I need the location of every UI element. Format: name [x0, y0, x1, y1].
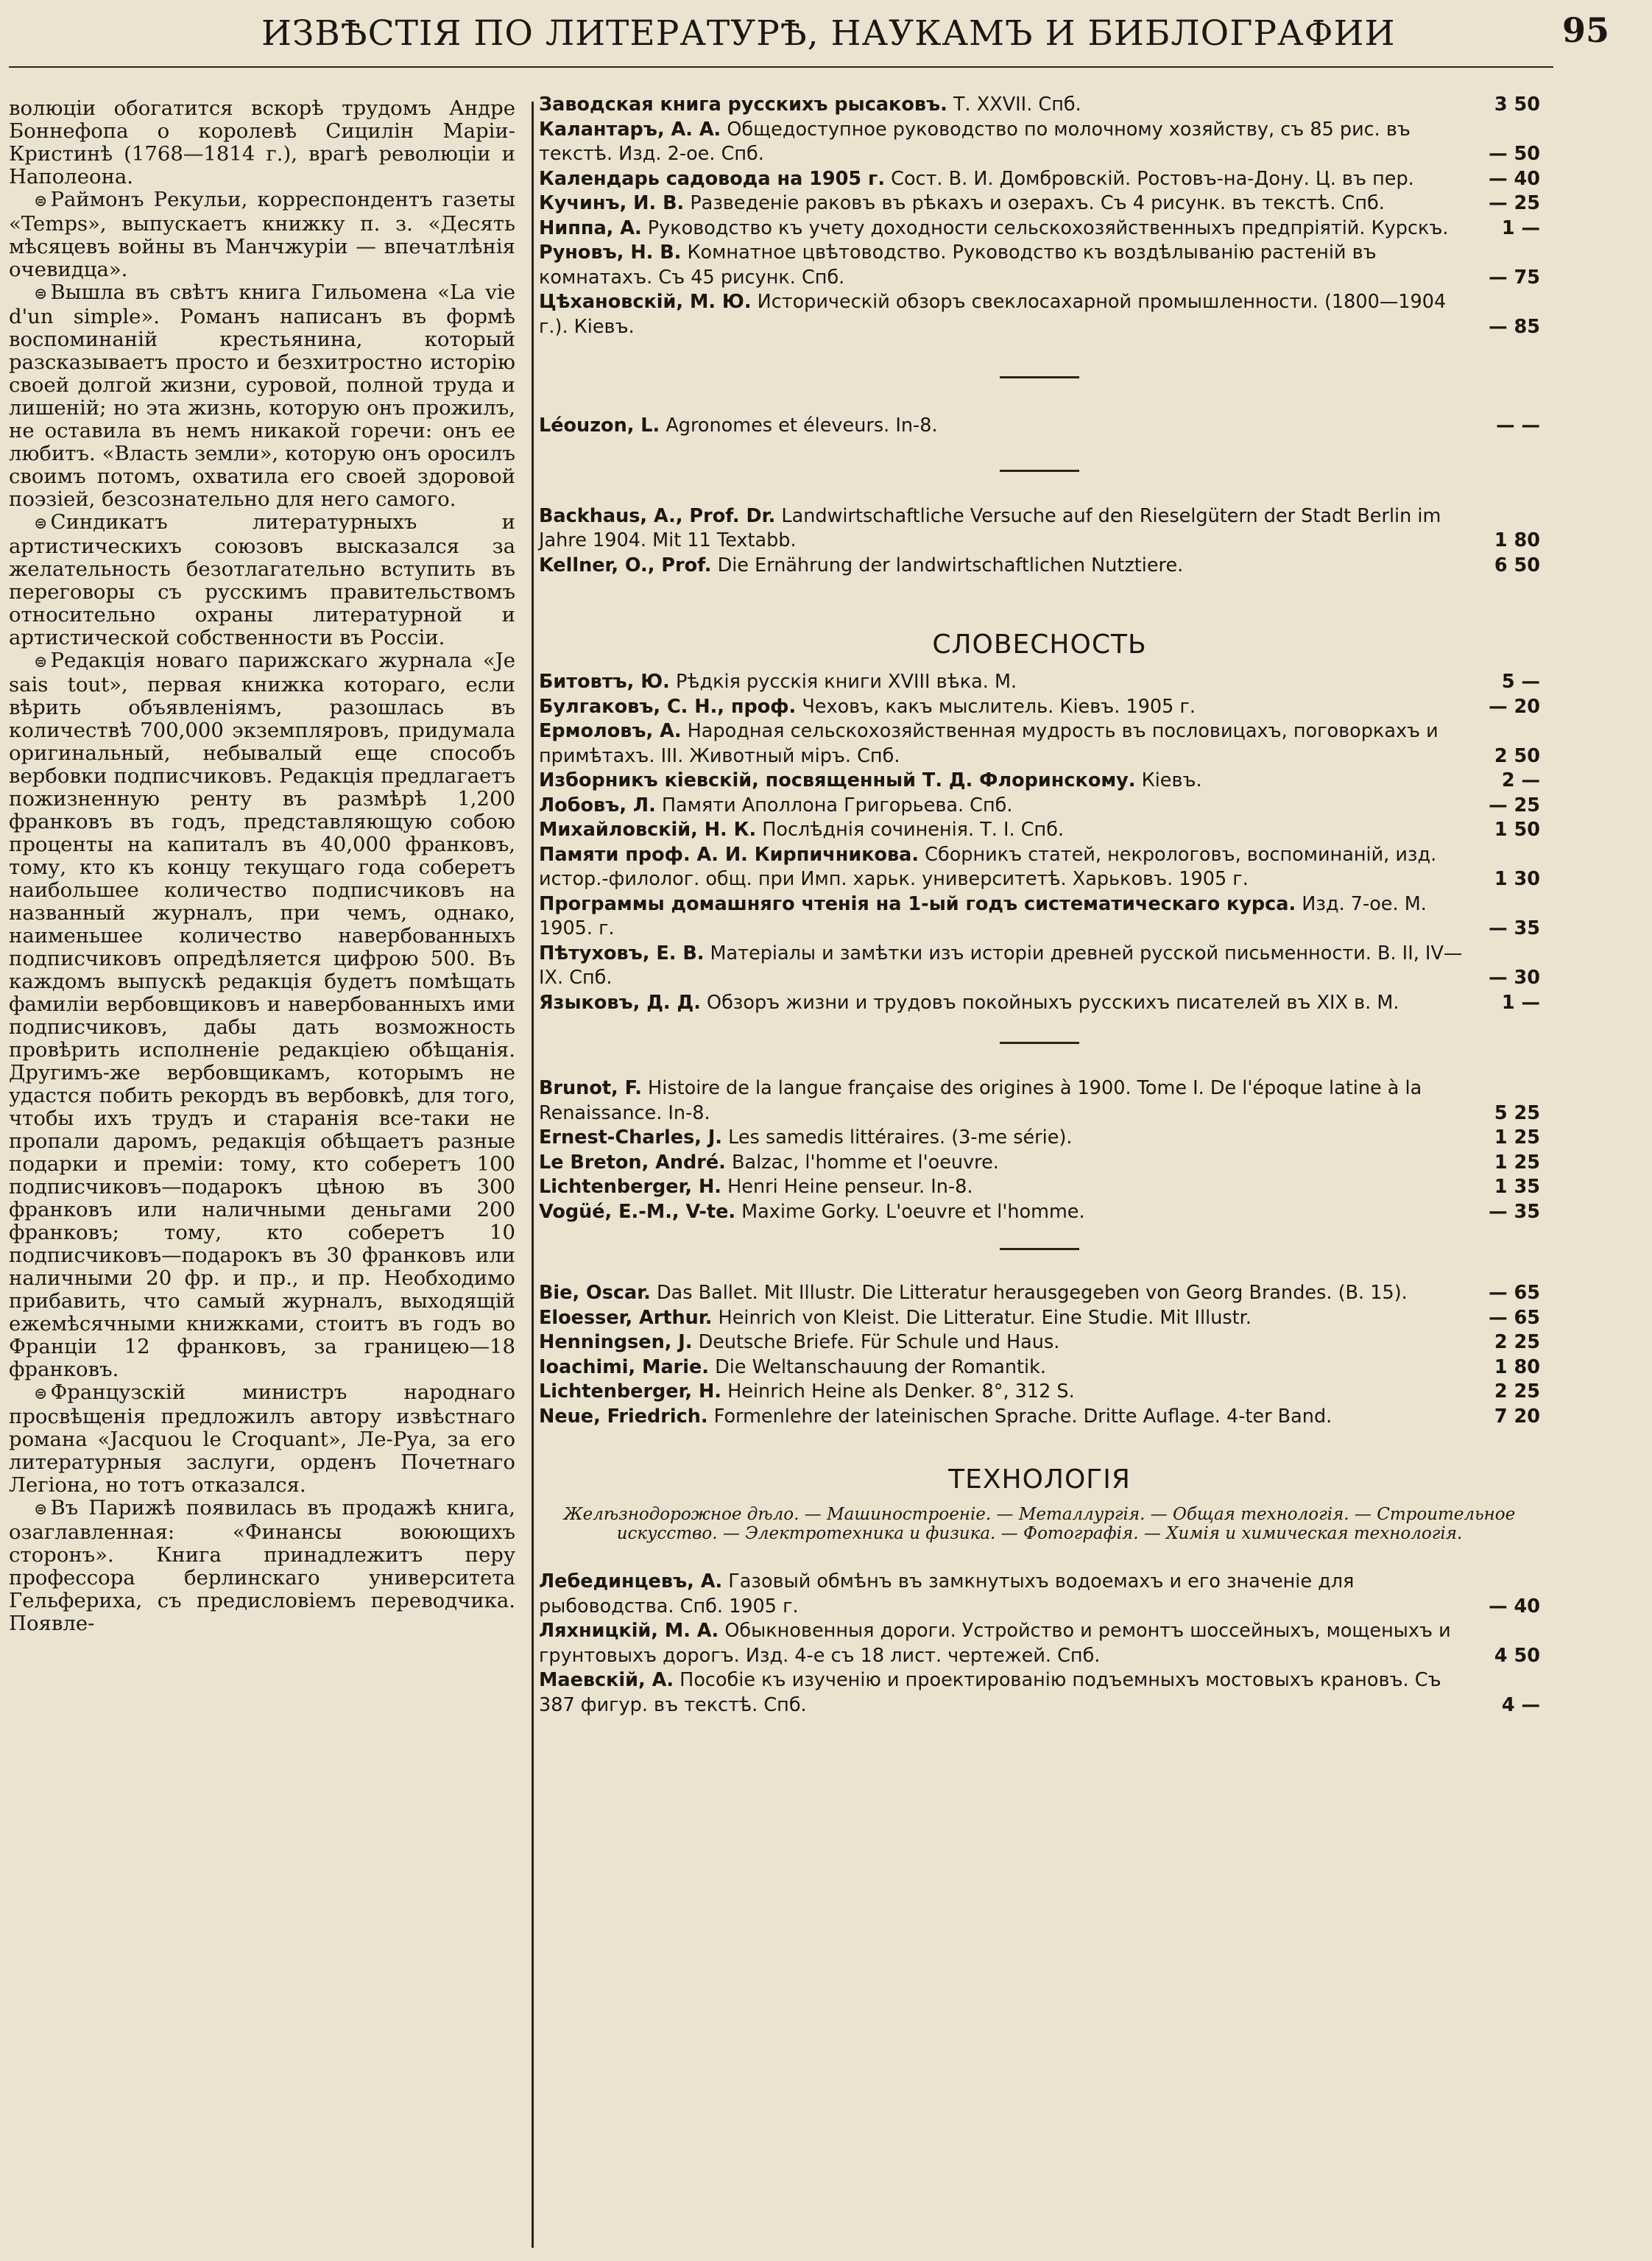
book-entry [539, 290, 1540, 339]
running-title: ИЗВѢСТІЯ ПО ЛИТЕРАТУРѢ, НАУКАМЪ И БИБЛОГРАФИИ [261, 13, 1396, 54]
entry-price: 2 25 [1494, 1380, 1540, 1403]
book-entry [539, 670, 1540, 695]
entry-price: 1 30 [1494, 868, 1540, 890]
book-entry [539, 1151, 1540, 1176]
book-entry [539, 1200, 1540, 1225]
entry-title: Deutsche Briefe. Für Schule und Haus. [692, 1331, 1060, 1353]
paragraph-mark-icon: ⊜ [34, 1500, 48, 1519]
bibliography-column [539, 93, 1540, 1718]
entry-price: 1 50 [1494, 819, 1540, 841]
group-technology-russian [539, 1570, 1540, 1718]
book-entry [539, 991, 1540, 1016]
group-literature-french [539, 1076, 1540, 1224]
group-literature-german [539, 1281, 1540, 1429]
entry-author: Лобовъ, Л. [539, 794, 656, 816]
entry-title: Formenlehre der lateinischen Sprache. Dritte Auflage. 4-ter Band. [707, 1405, 1332, 1428]
entry-price: 1 35 [1494, 1176, 1540, 1198]
entry-title: Обзоръ жизни и трудовъ покойныхъ русскихъ писателей въ XIX в. М. [700, 991, 1399, 1014]
entry-author: Цѣхановскій, М. Ю. [539, 291, 752, 313]
paragraph-text: Синдикатъ литературныхъ и артистическихъ союзовъ высказался за желательность безотлагательно вступить въ переговоры съ русскимъ правительствомъ относительно охраны литературной и артистической собственности въ Россіи. [9, 510, 515, 649]
entry-author: Eloesser, Arthur. [539, 1306, 713, 1329]
group-agriculture-french [539, 414, 1540, 439]
entry-title: Balzac, l'homme et l'oeuvre. [725, 1151, 999, 1174]
entry-author: Brunot, F. [539, 1077, 642, 1099]
group-literature-russian [539, 670, 1540, 1015]
page-number: 95 [1561, 10, 1609, 50]
entry-title: Die Ernährung der landwirtschaftlichen Nutztiere. [711, 554, 1184, 576]
entry-title: Heinrich Heine als Denker. 8°, 312 S. [721, 1380, 1075, 1403]
news-paragraph [9, 188, 515, 281]
entry-title: Сборникъ статей, некрологовъ, воспоминаній, изд. истор.-филолог. общ. при Имп. харьк. университетѣ. Харьковъ. 1905 г. [539, 843, 1437, 890]
entry-author: Ляхницкій, М. А. [539, 1620, 719, 1642]
entry-title: Histoire de la langue française des origines à 1900. Tome I. De l'époque latine à la Renaissance. In-8. [539, 1077, 1422, 1124]
paragraph-mark-icon: ⊜ [34, 1385, 48, 1403]
news-paragraph [9, 97, 515, 188]
entry-author: Заводская книга русскихъ рысаковъ. [539, 94, 947, 116]
entry-price: — — [1496, 415, 1540, 437]
column-rule [532, 102, 534, 2248]
entry-price: — 65 [1489, 1306, 1540, 1329]
entry-author: Булгаковъ, С. Н., проф. [539, 695, 797, 718]
entry-author: Kellner, O., Prof. [539, 554, 712, 576]
book-entry [539, 719, 1540, 769]
entry-title: Общедоступное руководство по молочному хозяйству, съ 85 рис. въ текстѣ. Изд. 2-ое. Спб. [539, 118, 1411, 165]
entry-price: — 20 [1489, 695, 1540, 718]
entry-price: — 65 [1489, 1282, 1540, 1304]
news-column [9, 97, 515, 1635]
entry-title: Памяти Аполлона Григорьева. Спб. [655, 794, 1013, 816]
book-entry [539, 769, 1540, 794]
entry-price: — 75 [1489, 266, 1540, 289]
entry-title: Landwirtschaftliche Versuche auf den Rieselgütern der Stadt Berlin im Jahre 1904. Mit 11 Textabb. [539, 504, 1441, 551]
entry-author: Маевскій, А. [539, 1669, 674, 1691]
book-entry [539, 1668, 1540, 1718]
entry-price: 2 25 [1494, 1331, 1540, 1353]
entry-price: — 30 [1489, 967, 1540, 989]
page-header [0, 0, 1652, 66]
book-entry [539, 892, 1540, 942]
entry-author: Памяти проф. А. И. Кирпичникова. [539, 843, 919, 866]
entry-title: Пособіе къ изученію и проектированію подъемныхъ мостовыхъ крановъ. Съ 387 фигур. въ текстѣ. Спб. [539, 1669, 1441, 1716]
paragraph-mark-icon: ⊜ [34, 515, 48, 533]
entry-title: Рѣдкія русскія книги XVIII вѣка. М. [669, 671, 1017, 693]
entry-author: Léouzon, L. [539, 415, 660, 437]
entry-title: Газовый обмѣнъ въ замкнутыхъ водоемахъ и его значеніе для рыбоводства. Спб. 1905 г. [539, 1570, 1355, 1618]
entry-price: 1 25 [1494, 1126, 1540, 1149]
entry-title: Henri Heine penseur. In-8. [721, 1176, 973, 1198]
entry-price: 1 25 [1494, 1151, 1540, 1174]
entry-price: 5 — [1501, 671, 1540, 693]
book-entry [539, 1126, 1540, 1151]
section-title-literature: СЛОВЕСНОСТЬ [932, 629, 1147, 660]
book-entry [539, 118, 1540, 167]
entry-author: Программы домашняго чтенія на 1-ый годъ систематическаго курса. [539, 892, 1296, 915]
paragraph-text: Раймонъ Рекульи, корреспондентъ газеты «Temps», выпускаетъ книжку п. з. «Десять мѣсяцевъ войны въ Манчжуріи — впечатлѣнія очевидца». [9, 188, 515, 281]
entry-title: Сост. В. И. Домбровскій. Ростовъ-на-Дону. Ц. въ пер. [885, 167, 1414, 190]
entry-title: Die Weltanschauung der Romantik. [708, 1355, 1046, 1378]
book-entry [539, 554, 1540, 579]
book-entry [539, 1076, 1540, 1126]
book-entry [539, 1380, 1540, 1405]
entry-author: Михайловскій, Н. К. [539, 819, 757, 841]
book-entry [539, 1306, 1540, 1331]
book-entry [539, 1570, 1540, 1619]
group-agriculture-russian [539, 93, 1540, 339]
entry-title: Разведеніе раковъ въ рѣкахъ и озерахъ. Съ 4 рисунк. въ текстѣ. Спб. [684, 192, 1385, 214]
entry-price: — 50 [1489, 143, 1540, 165]
paragraph-text: Французскій министръ народнаго просвѣщенія предложилъ автору извѣстнаго романа «Jacquou le Croquant», Ле-Руа, за его литературныя заслуги, орденъ Почетнаго Легіона, но тотъ отказался. [9, 1380, 515, 1497]
news-paragraph [9, 649, 515, 1381]
entry-title: Матеріалы и замѣтки изъ исторіи древней русской письменности. В. II, IV—IX. Спб. [539, 942, 1463, 989]
entry-price: — 85 [1489, 315, 1540, 338]
book-entry [539, 216, 1540, 241]
entry-price: 1 80 [1494, 529, 1540, 551]
entry-price: 3 50 [1494, 94, 1540, 116]
paragraph-mark-icon: ⊜ [34, 653, 48, 671]
book-entry [539, 818, 1540, 843]
technology-topics: Желѣзнодорожное дѣло. — Машиностроеніе. — Металлургія. — Общая технологія. — Строительное искусство. — Электротехника и физика. — Фотографія. — Химія и химическая технологія. [563, 1505, 1516, 1543]
entry-title: Изд. 7-ое. М. 1905. г. [539, 892, 1427, 939]
entry-price: 2 — [1501, 769, 1540, 791]
entry-title: Комнатное цвѣтоводство. Руководство къ воздѣлыванію растеній въ комнатахъ. Съ 45 рисунк. Спб. [539, 241, 1377, 289]
paragraph-mark-icon: ⊜ [34, 192, 48, 211]
entry-price: — 25 [1489, 794, 1540, 816]
entry-author: Ермоловъ, А. [539, 720, 682, 742]
entry-price: 1 — [1501, 216, 1540, 239]
book-entry [539, 504, 1540, 554]
book-entry [539, 1355, 1540, 1380]
book-entry [539, 843, 1540, 892]
news-paragraph [9, 281, 515, 511]
news-paragraph [9, 511, 515, 649]
section-title-technology: ТЕХНОЛОГІЯ [948, 1464, 1131, 1495]
book-entry [539, 167, 1540, 192]
entry-author: Vogüé, E.-M., V-te. [539, 1200, 736, 1223]
entry-author: Пѣтуховъ, Е. В. [539, 942, 705, 964]
entry-title: Heinrich von Kleist. Die Litteratur. Eine Studie. Mit Illustr. [712, 1306, 1252, 1329]
entry-price: 7 20 [1494, 1405, 1540, 1428]
entry-author: Руновъ, Н. В. [539, 241, 682, 264]
news-paragraph [9, 1497, 515, 1635]
entry-author: Lichtenberger, H. [539, 1176, 721, 1198]
entry-author: Ernest-Charles, J. [539, 1126, 722, 1149]
entry-author: Калантаръ, А. А. [539, 118, 721, 141]
entry-price: 4 50 [1494, 1644, 1540, 1667]
entry-title: Руководство къ учету доходности сельскохозяйственныхъ предпріятій. Курскъ. [641, 216, 1449, 239]
group-agriculture-german [539, 504, 1540, 579]
book-entry [539, 93, 1540, 118]
book-entry [539, 1405, 1540, 1430]
entry-price: 1 80 [1494, 1355, 1540, 1378]
book-entry [539, 1175, 1540, 1200]
entry-author: Календарь садовода на 1905 г. [539, 167, 886, 190]
entry-price: — 40 [1489, 1595, 1540, 1618]
entry-price: 2 50 [1494, 744, 1540, 767]
book-entry [539, 414, 1540, 439]
entry-author: Backhaus, A., Prof. Dr. [539, 504, 776, 527]
entry-author: Ниппа, А. [539, 216, 642, 239]
entry-title: Les samedis littéraires. (3-me série). [722, 1126, 1073, 1149]
book-entry [539, 1619, 1540, 1668]
entry-author: Битовтъ, Ю. [539, 671, 670, 693]
book-entry [539, 191, 1540, 216]
entry-title: Das Ballet. Mit Illustr. Die Litteratur herausgegeben von Georg Brandes. (B. 15). [650, 1282, 1408, 1304]
news-paragraph [9, 1381, 515, 1497]
entry-price: — 35 [1489, 1200, 1540, 1223]
paragraph-text: Редакція новаго парижскаго журнала «Je sais tout», первая книжка котораго, если вѣрить объявленіямъ, разошлась въ количествѣ 700,000 экземпляровъ, придумала оригинальный, небывалый еще способъ вербовки подписчиковъ. Редакція предлагаетъ пожизненную ренту въ размѣрѣ 1,200 франковъ въ годъ, представляющую собою проценты на капиталъ въ 40,000 франковъ, тому, кто къ концу текущаго года соберетъ наибольшее количество подписчиковъ на названный журналъ, при чемъ, однако, наименьшее количество навербованныхъ подписчиковъ опредѣляется цифрою 500. Въ каждомъ выпускѣ редакція будетъ помѣщать фамиліи вербовщиковъ и навербованныхъ ими подписчиковъ, дабы дать возможность провѣрить исполненіе редакціею обѣщанія. Другимъ-же вербовщикамъ, которымъ не удастся побить рекордъ въ вербовкѣ, для того, чтобы ихъ трудъ и старанія все-таки не пропали даромъ, редакція обѣщаетъ разные подарки и преміи: тому, кто соберетъ 100 подписчиковъ—подарокъ цѣною въ 300 франковъ или наличными деньгами 200 франковъ; тому, кто соберетъ 10 подписчиковъ—подарокъ въ 30 франковъ или наличными 20 фр. и пр., и пр. Необходимо прибавить, что самый журналъ, выходящій ежемѣсячными книжками, стоитъ въ годъ во Франціи 12 франковъ, за границею—18 франковъ. [9, 649, 515, 1381]
paragraph-mark-icon: ⊜ [34, 285, 48, 303]
entry-price: — 25 [1489, 192, 1540, 214]
entry-author: Ioachimi, Marie. [539, 1355, 709, 1378]
entry-title: Народная сельскохозяйственная мудрость въ пословицахъ, поговоркахъ и примѣтахъ. III. Животный міръ. Спб. [539, 720, 1439, 767]
entry-title: Обыкновенныя дороги. Устройство и ремонтъ шоссейныхъ, мощеныхъ и грунтовыхъ дорогъ. Изд. 4-е съ 18 лист. чертежей. Спб. [539, 1620, 1451, 1667]
entry-author: Лебединцевъ, А. [539, 1570, 723, 1592]
entry-price: — 40 [1489, 167, 1540, 190]
entry-price: 6 50 [1494, 554, 1540, 576]
entry-author: Henningsen, J. [539, 1331, 693, 1353]
entry-author: Кучинъ, И. В. [539, 192, 685, 214]
book-entry [539, 794, 1540, 819]
paragraph-text: волюціи обогатится вскорѣ трудомъ Андре Боннефопа о королевѣ Сицилін Маріи-Кристинѣ (1768—1814 г.), врагѣ революціи и Наполеона. [9, 96, 515, 188]
entry-title: Т. XXVII. Спб. [947, 94, 1081, 116]
entry-title: Историческій обзоръ свеклосахарной промышленности. (1800—1904 г.). Кіевъ. [539, 291, 1447, 338]
book-entry [539, 1330, 1540, 1355]
paragraph-text: Вышла въ свѣтъ книга Гильомена «La vie d'un simple». Романъ написанъ въ формѣ воспоминаній крестьянина, который разсказываетъ просто и безхитростно исторію своей долгой жизни, суровой, полной труда и лишеній; но эта жизнь, которую онъ прожилъ, не оставила въ немъ никакой горечи: онъ ее любитъ. «Власть земли», которую онъ оросилъ своимъ потомъ, охватила его своей здоровой поэзіей, безсознательно для него самого. [9, 281, 515, 511]
entry-author: Le Breton, André. [539, 1151, 726, 1174]
entry-author: Lichtenberger, H. [539, 1380, 721, 1403]
paragraph-text: Въ Парижѣ появилась въ продажѣ книга, озаглавленная: «Финансы воюющихъ сторонъ». Книга принадлежитъ перу профессора берлинскаго университета Гельфериха, съ предисловіемъ переводчика. Появле- [9, 1496, 515, 1635]
book-entry [539, 241, 1540, 290]
entry-title: Agronomes et éleveurs. In-8. [660, 415, 938, 437]
entry-author: Языковъ, Д. Д. [539, 991, 701, 1014]
entry-author: Neue, Friedrich. [539, 1405, 708, 1428]
entry-title: Кіевъ. [1135, 769, 1202, 791]
book-entry [539, 942, 1540, 991]
entry-title: Послѣднія сочиненія. Т. I. Спб. [756, 819, 1065, 841]
entry-price: 5 25 [1494, 1101, 1540, 1124]
entry-title: Maxime Gorky. L'oeuvre et l'homme. [735, 1200, 1085, 1223]
entry-price: 4 — [1501, 1693, 1540, 1716]
entry-title: Чеховъ, какъ мыслитель. Кіевъ. 1905 г. [796, 695, 1196, 718]
entry-price: — 35 [1489, 917, 1540, 939]
book-entry [539, 1281, 1540, 1306]
book-entry [539, 695, 1540, 720]
entry-author: Изборникъ кіевскій, посвященный Т. Д. Флоринскому. [539, 769, 1136, 791]
header-rule [9, 66, 1553, 68]
entry-author: Bie, Oscar. [539, 1282, 651, 1304]
entry-price: 1 — [1501, 991, 1540, 1014]
